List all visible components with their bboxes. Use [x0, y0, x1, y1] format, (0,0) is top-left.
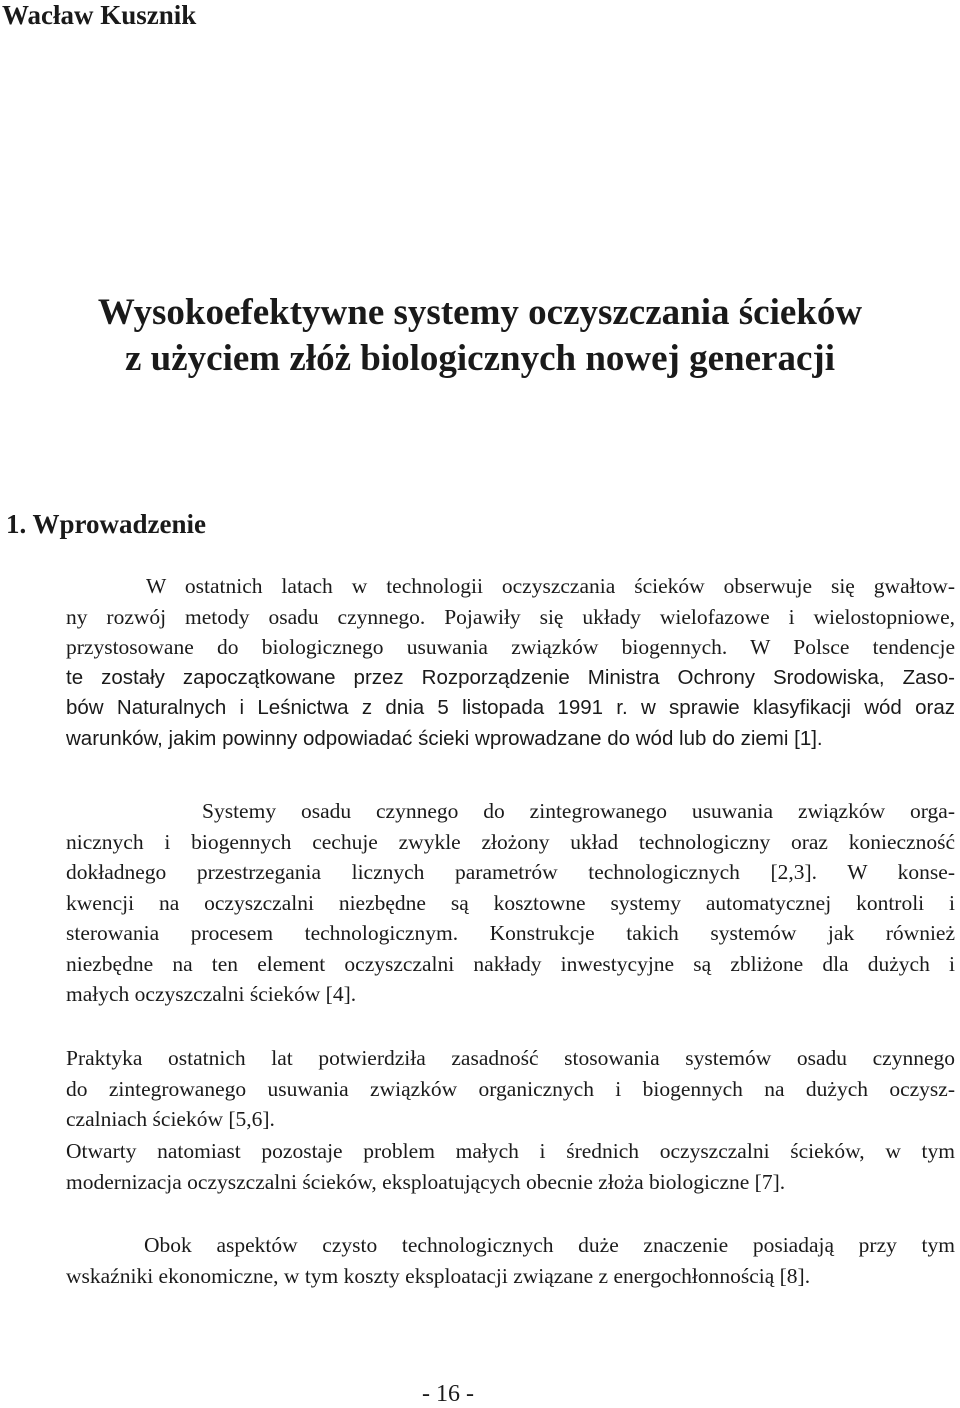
paragraph-1 [66, 571, 955, 754]
paragraph-line: do zintegrowanego usuwania związków organicznych i biogennych na dużych oczysz- [66, 1076, 955, 1101]
page-number: - 16 - [422, 1381, 474, 1407]
article-title [40, 290, 920, 382]
paragraph-line: wskaźniki ekonomiczne, w tym koszty eksploatacji związane z energochłonnością [8]. [66, 1263, 811, 1288]
paragraph-line: przystosowane do biologicznego usuwania związków biogennych. W Polsce tendencje [66, 635, 955, 659]
paragraph-line: sterowania procesem technologicznym. Konstrukcje takich systemów jak również [66, 921, 955, 945]
paragraph-line: Praktyka ostatnich lat potwierdziła zasadność stosowania systemów osadu czynnego [66, 1046, 955, 1070]
paragraph-line: ny rozwój metody osadu czynnego. Pojawiły się układy wielofazowe i wielostopniowe, [66, 604, 955, 629]
title-line-2: z użyciem złóż biologicznych nowej generacji [125, 338, 835, 379]
paragraph-line: warunków, jakim powinny odpowiadać ścieki wprowadzane do wód lub do ziemi [1]. [66, 726, 823, 750]
paragraph-line: małych oczyszczalni ścieków [4]. [66, 982, 357, 1006]
paragraph-line: niezbędne na ten element oczyszczalni nakłady inwestycyjne są zbliżone dla dużych i [66, 951, 955, 976]
paragraph-line: modernizacja oczyszczalni ścieków, eksploatujących obecnie złoża biologiczne [7]. [66, 1169, 786, 1194]
paragraph-line: Obok aspektów czysto technologicznych duże znaczenie posiadają przy tym [144, 1233, 955, 1257]
paragraph-line: czalniach ścieków [5,6]. [66, 1107, 275, 1131]
paragraph-2 [66, 796, 955, 1010]
paragraph-3 [66, 1043, 955, 1135]
paragraph-line: W ostatnich latach w technologii oczyszczania ścieków obserwuje się gwałtow- [146, 574, 955, 598]
author-name: Wacław Kusznik [2, 0, 197, 30]
paragraph-line: bów Naturalnych i Leśnictwa z dnia 5 listopada 1991 r. w sprawie klasyfikacji wód oraz [66, 696, 955, 719]
paragraph-line: Systemy osadu czynnego do zintegrowanego usuwania związków orga- [202, 799, 955, 823]
paragraph-line: kwencji na oczyszczalni niezbędne są kosztowne systemy automatycznej kontroli i [66, 890, 955, 915]
paragraph-5 [66, 1230, 955, 1291]
paragraph-line: dokładnego przestrzegania licznych parametrów technologicznych [2,3]. W konse- [66, 860, 955, 884]
section-heading: 1. Wprowadzenie [6, 509, 207, 539]
paragraph-line: nicznych i biogennych cechuje zwykle złożony układ technologiczny oraz konieczność [66, 829, 955, 854]
paragraph-line: Otwarty natomiast pozostaje problem małych i średnich oczyszczalni ścieków, w tym [66, 1139, 955, 1163]
title-line-1: Wysokoefektywne systemy oczyszczania ścieków [97, 292, 863, 333]
paragraph-line: te zostały zapoczątkowane przez Rozporządzenie Ministra Ochrony Srodowiska, Zaso- [66, 665, 955, 689]
paragraph-4 [66, 1136, 955, 1197]
